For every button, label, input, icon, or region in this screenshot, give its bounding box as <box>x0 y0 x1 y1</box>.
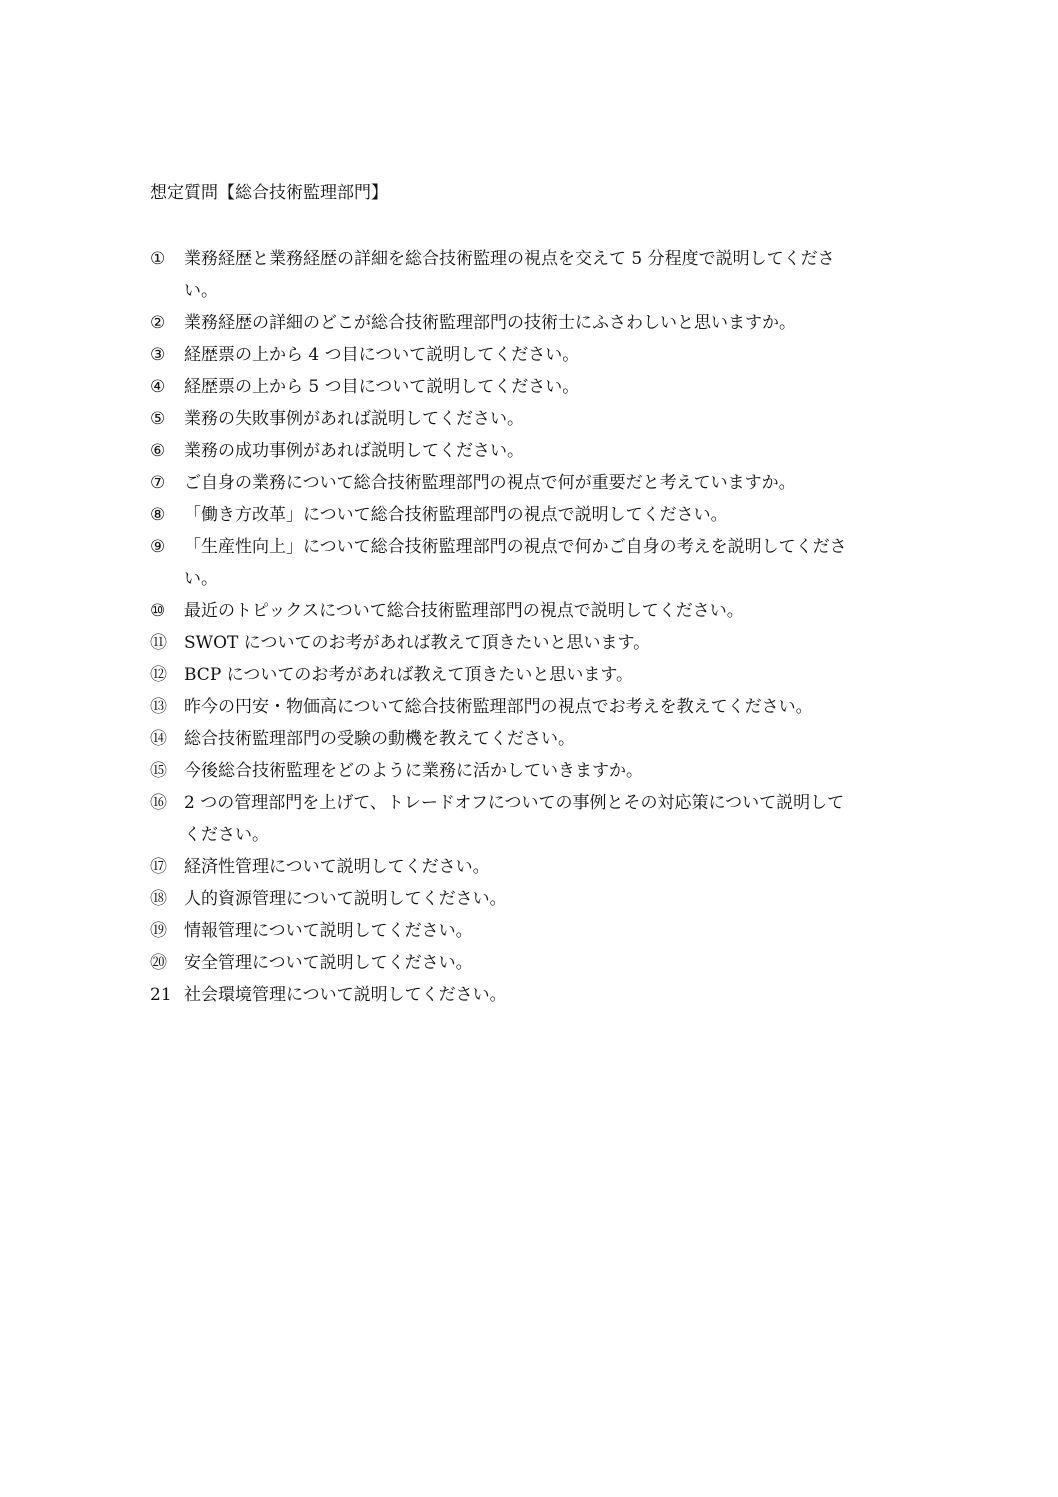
question-item <box>150 947 920 979</box>
question-number: ⑥ <box>150 441 166 461</box>
question-item <box>150 755 920 787</box>
question-item <box>150 691 920 723</box>
question-text-line: 「生産性向上」について総合技術監理部門の視点で何かご自身の考えを説明してくださ <box>184 537 847 557</box>
question-item <box>150 915 920 947</box>
question-item <box>150 787 920 851</box>
question-text-line: 経済性管理について説明してください。 <box>184 857 490 877</box>
question-number: ⑨ <box>150 537 166 557</box>
question-item <box>150 851 920 883</box>
question-number: ① <box>150 249 166 269</box>
question-list <box>150 243 920 1011</box>
question-text-line: 経歴票の上から 4 つ目について説明してください。 <box>184 345 580 365</box>
question-number: ⑭ <box>150 729 167 749</box>
question-text-line: ご自身の業務について総合技術監理部門の視点で何が重要だと考えていますか。 <box>184 473 796 493</box>
document-title: 想定質問【総合技術監理部門】 <box>150 183 388 203</box>
question-item <box>150 595 920 627</box>
question-text-line: BCP についてのお考があれば教えて頂きたいと思います。 <box>184 665 633 685</box>
question-text-line: 「働き方改革」について総合技術監理部門の視点で説明してください。 <box>184 505 728 525</box>
question-text-line: い。 <box>184 569 218 589</box>
question-item <box>150 723 920 755</box>
question-item <box>150 307 920 339</box>
question-item <box>150 339 920 371</box>
question-text-line: 業務経歴と業務経歴の詳細を総合技術監理の視点を交えて 5 分程度で説明してくださ <box>184 249 835 269</box>
question-number: ⑰ <box>150 857 167 877</box>
question-item <box>150 979 920 1011</box>
question-text-line: 今後総合技術監理をどのように業務に活かしていきますか。 <box>184 761 643 781</box>
question-text-line: 経歴票の上から 5 つ目について説明してください。 <box>184 377 580 397</box>
question-text-line: 人的資源管理について説明してください。 <box>184 889 507 909</box>
question-item <box>150 627 920 659</box>
question-number: ③ <box>150 345 166 365</box>
question-item <box>150 435 920 467</box>
question-number: ⑮ <box>150 761 167 781</box>
question-item <box>150 467 920 499</box>
question-text-line: い。 <box>184 281 218 301</box>
question-number: ⑱ <box>150 889 167 909</box>
question-number: 21 <box>150 985 172 1005</box>
question-text-line: 昨今の円安・物価高について総合技術監理部門の視点でお考えを教えてください。 <box>184 697 813 717</box>
question-number: ② <box>150 313 166 333</box>
question-text-line: 情報管理について説明してください。 <box>184 921 473 941</box>
question-number: ⑳ <box>150 953 167 973</box>
question-number: ⑩ <box>150 601 166 621</box>
question-item <box>150 659 920 691</box>
question-number: ⑤ <box>150 409 166 429</box>
question-text-line: 2 つの管理部門を上げて、トレードオフについての事例とその対応策について説明して <box>184 793 845 813</box>
question-item <box>150 499 920 531</box>
question-number: ⑫ <box>150 665 167 685</box>
question-text-line: 総合技術監理部門の受験の動機を教えてください。 <box>184 729 575 749</box>
question-item <box>150 883 920 915</box>
question-item <box>150 371 920 403</box>
question-text-line: ください。 <box>184 825 269 845</box>
question-item <box>150 403 920 435</box>
question-number: ⑦ <box>150 473 166 493</box>
question-item <box>150 243 920 307</box>
question-text-line: 社会環境管理について説明してください。 <box>184 985 507 1005</box>
question-text-line: SWOT についてのお考があれば教えて頂きたいと思います。 <box>184 633 651 653</box>
question-text-line: 業務の成功事例があれば説明してください。 <box>184 441 524 461</box>
question-item <box>150 531 920 595</box>
question-text-line: 業務の失敗事例があれば説明してください。 <box>184 409 524 429</box>
question-text-line: 業務経歴の詳細のどこが総合技術監理部門の技術士にふさわしいと思いますか。 <box>184 313 796 333</box>
question-text-line: 最近のトピックスについて総合技術監理部門の視点で説明してください。 <box>184 601 744 621</box>
question-number: ⑲ <box>150 921 167 941</box>
question-number: ⑧ <box>150 505 166 525</box>
question-number: ⑪ <box>150 633 167 653</box>
question-number: ⑯ <box>150 793 167 813</box>
question-text-line: 安全管理について説明してください。 <box>184 953 473 973</box>
question-number: ④ <box>150 377 166 397</box>
question-number: ⑬ <box>150 697 167 717</box>
